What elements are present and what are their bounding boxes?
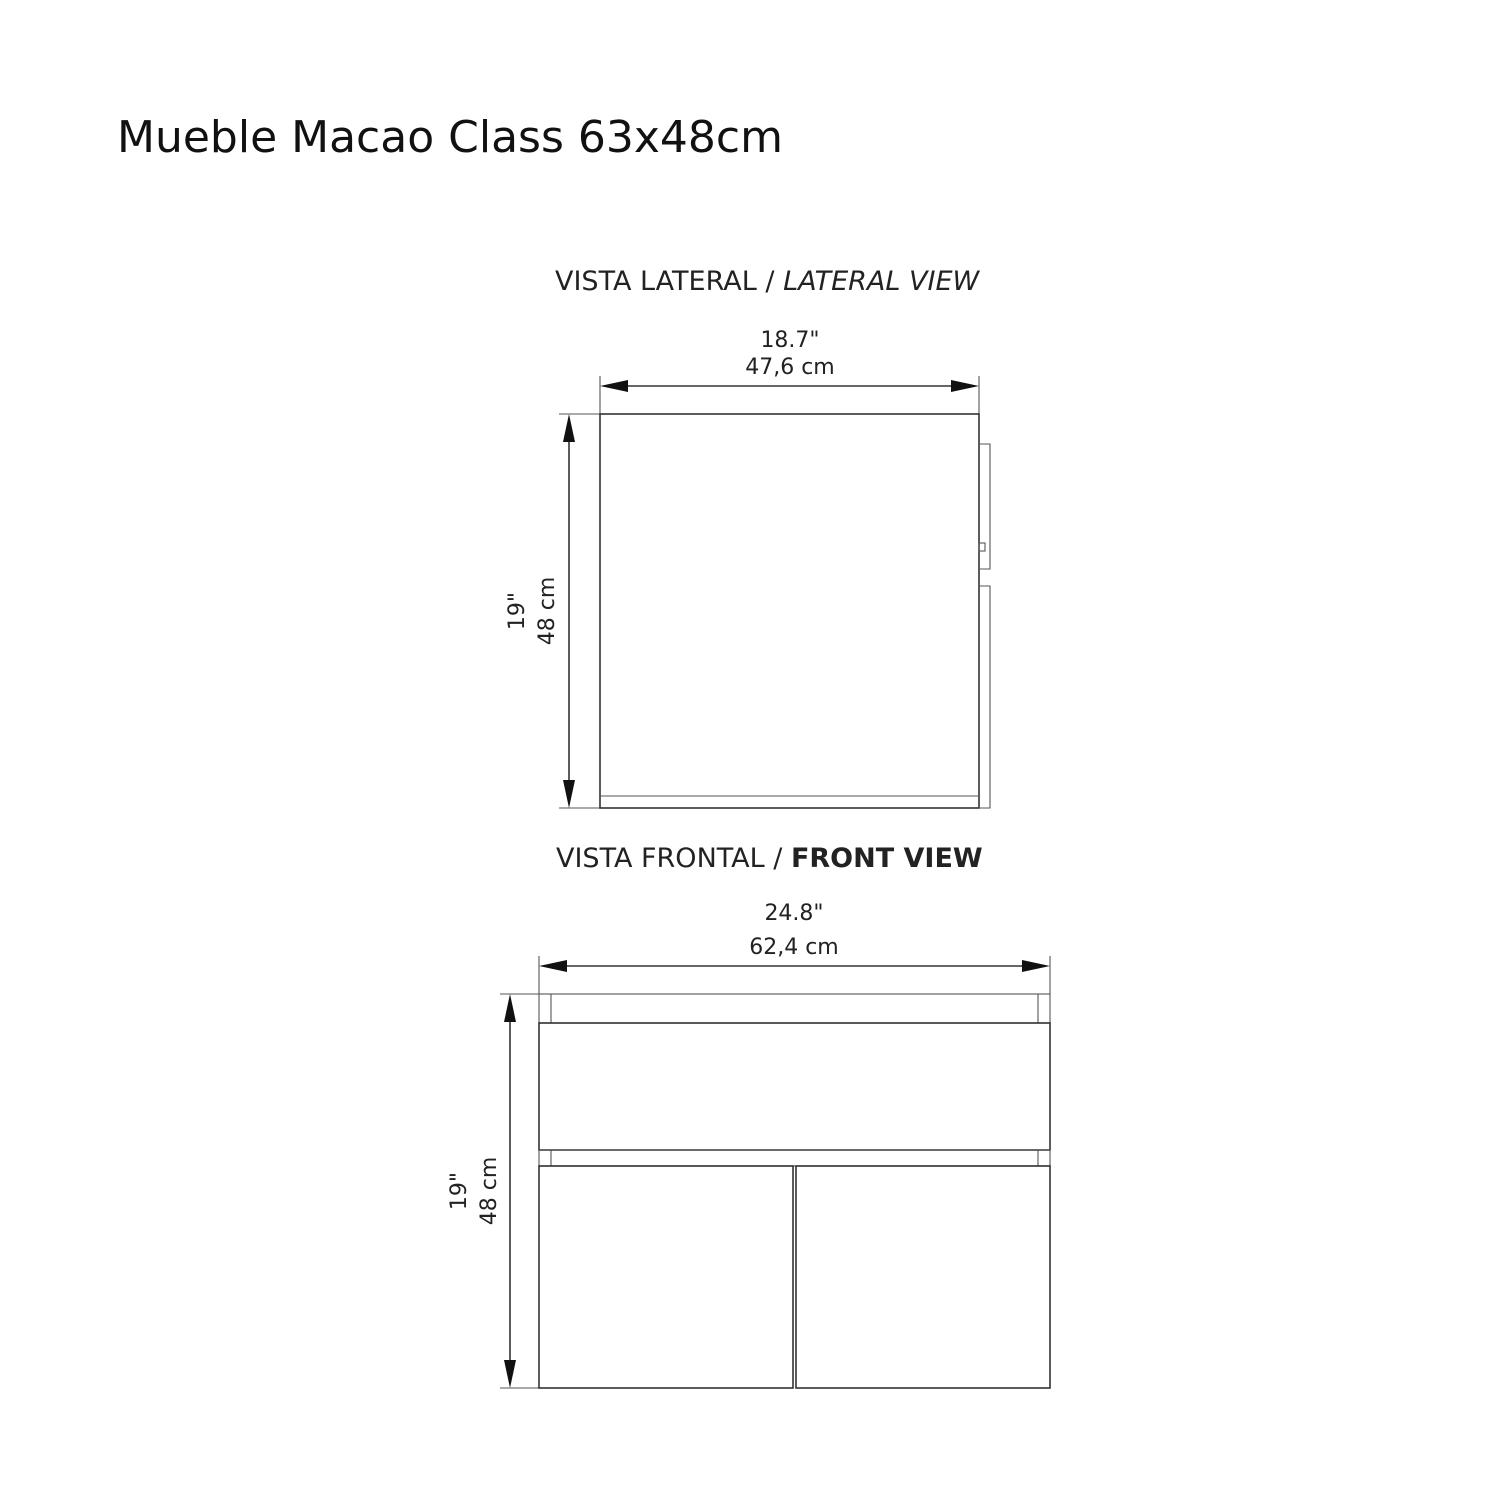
front-width-cm: 62,4 cm <box>749 935 839 960</box>
page-title: Mueble Macao Class 63x48cm <box>117 112 783 163</box>
right-door <box>796 1166 1050 1388</box>
front-height-inches: 19" <box>447 1171 472 1211</box>
front-cabinet-outline <box>539 994 1050 1388</box>
left-door <box>539 1166 793 1388</box>
front-height-dimension-line <box>500 994 539 1388</box>
drawer-front <box>539 1023 1050 1150</box>
arrow-left-icon <box>600 380 628 392</box>
arrow-right-icon <box>951 380 979 392</box>
arrow-down-icon <box>504 1360 516 1388</box>
front-width-dimension-line <box>539 956 1050 994</box>
front-view-title-es: VISTA FRONTAL / <box>556 843 791 874</box>
front-height-cm: 48 cm <box>477 1156 502 1226</box>
arrow-right-icon <box>1022 960 1050 972</box>
front-view-title-en: FRONT VIEW <box>790 843 983 874</box>
lateral-view-title-es: VISTA LATERAL / <box>555 266 784 297</box>
lateral-cabinet-outline <box>600 414 990 808</box>
front-width-inches: 24.8" <box>764 901 824 926</box>
arrow-down-icon <box>563 780 575 808</box>
front-view <box>447 843 1050 1388</box>
lateral-view <box>505 266 990 808</box>
arrow-left-icon <box>539 960 567 972</box>
arrow-up-icon <box>504 994 516 1022</box>
lateral-view-title <box>555 266 981 297</box>
front-view-title <box>556 843 983 874</box>
lateral-width-cm: 47,6 cm <box>745 355 835 380</box>
lateral-height-cm: 48 cm <box>535 576 560 646</box>
lateral-width-inches: 18.7" <box>760 328 820 353</box>
arrow-up-icon <box>563 414 575 442</box>
lateral-width-dimension-line <box>600 376 979 414</box>
lateral-height-inches: 19" <box>505 591 530 631</box>
lateral-height-dimension-line <box>559 414 600 808</box>
lateral-view-title-en: LATERAL VIEW <box>783 266 980 297</box>
